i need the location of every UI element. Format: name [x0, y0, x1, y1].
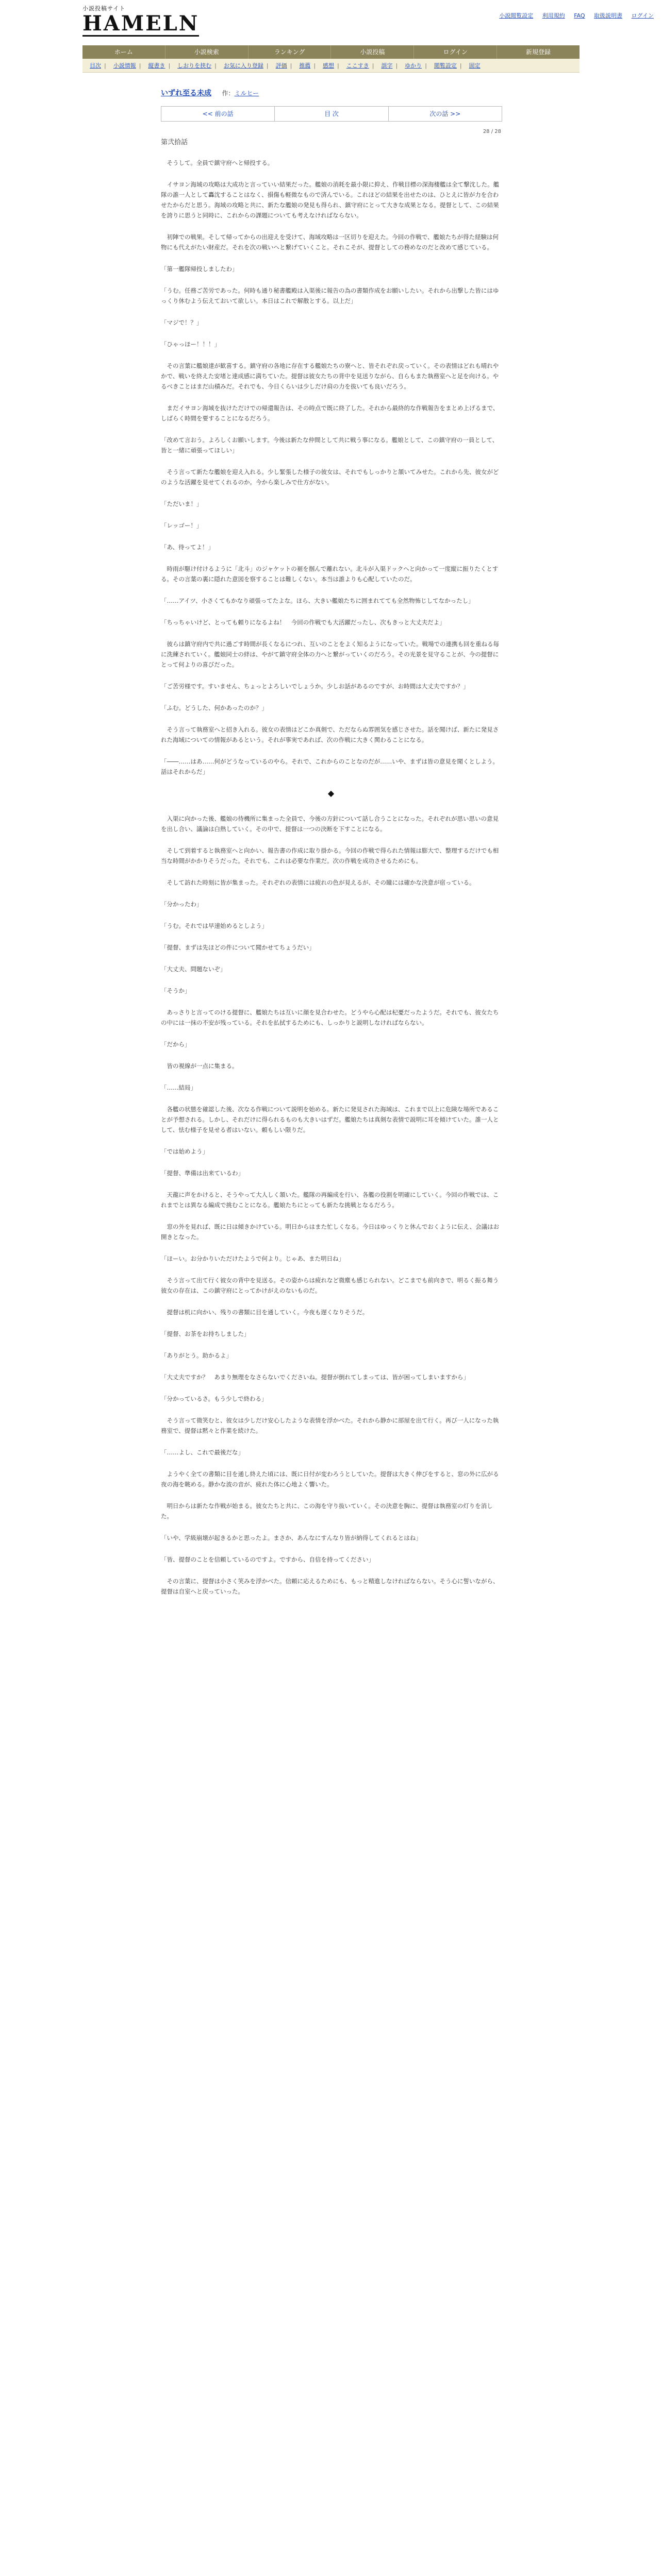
- subnav-info[interactable]: 小説情報: [113, 62, 136, 69]
- story-paragraph: そう言って新たな艦娘を迎え入れる。少し緊張した様子の彼女は、それでもしっかりと頷いてみせた。これから先、彼女がどのような活躍を見せてくれるのか。今から楽しみで仕方がない。: [161, 468, 499, 486]
- story-content: [161, 88, 501, 1608]
- story-paragraph: 彼らは鎮守府内で共に過ごす時間が長くなるにつれ、互いのことをよく知るようになっていた。戦場での連携も回を重ねる毎に洗練されていく。艦娘同士の絆は、やがて鎮守府全体の力へと繋がっていくのだろう。その光景を見守ることが、今の提督にとって何よりの喜びだった。: [161, 640, 499, 668]
- dialogue-line: 「提督、まずは先ほどの件について聞かせてちょうだい」: [161, 944, 315, 951]
- story-paragraph: 各艦の状態を確認した後、次なる作戦について説明を始める。新たに発見された海域は、これまで以上に危険な場所であることが予想される。しかし、それだけに得られるものも大きいはずだ。艦娘たちは真剣な表情で説明に耳を傾けていた。誰一人として、怯む様子を見せる者はいない。頼もしい限りだ。: [161, 1106, 499, 1133]
- subnav-pin[interactable]: 固定: [469, 62, 481, 69]
- story-paragraph: 「いや、学級崩壊が起きるかと思ったよ。まさか、あんなにすんなり皆が納得してくれるとはね」: [161, 1534, 422, 1541]
- story-paragraph: 天龍に声をかけると、そうやって大人しく頷いた。艦隊の再編成を行い、各艦の役割を明確にしていく。今回の作戦では、これまでとは異なる編成で挑むことになる。艦娘たちにとっても新たな挑戦となるだろう。: [161, 1191, 499, 1209]
- dialogue-line: 「では始めよう」: [161, 1148, 208, 1155]
- subnav-view-settings[interactable]: 閲覧設定: [434, 62, 457, 69]
- dialogue-line: 「……よし、これで最後だな」: [161, 1449, 244, 1456]
- dialogue-line: 「大丈夫、問題ないぞ」: [161, 965, 226, 973]
- story-paragraph: 「――……はあ……何がどうなっているのやら。それで、これからのことなのだが……いや、まずは皆の意見を聞くとしよう。話はそれからだ」: [161, 758, 499, 775]
- dialogue-line: 「うむ。それでは早速始めるとしよう」: [161, 922, 268, 929]
- site-header: [0, 0, 662, 46]
- story-paragraph: 初陣での戦果。そして帰ってからの出迎えを受けて、海域攻略は一区切りを迎えた。今回の作戦で、艦娘たちが得た経験は何物にも代えがたい財産だ。それを次の戦いへと繋げていくこと。それこそが、提督としての務めなのだと改めて感じている。: [161, 233, 499, 251]
- dialogue-line: 「ふむ。どうした、何かあったのか？」: [161, 704, 268, 711]
- dialogue-line: 「提督、お茶をお持ちしました」: [161, 1330, 250, 1337]
- main-nav: [82, 45, 580, 59]
- sub-nav: 目次 | 小説情報 | 縦書き | しおりを挟む | お気に入り登録 | 評価 | 推薦 | 感想 | ここすき | 誤字 | ゆかり | 閲覧設定 | 固定: [82, 59, 580, 73]
- dialogue-line: 「第一艦隊帰投しましたわ」: [161, 265, 238, 273]
- toc-link[interactable]: 目 次: [275, 107, 388, 121]
- page-count: 28 / 28: [483, 129, 501, 134]
- story-paragraph: ようやく全ての書類に目を通し終えた頃には、既に日付が変わろうとしていた。提督は大きく伸びをすると、窓の外に広がる夜の海を眺める。静かな波の音が、疲れた体に心地よく響いた。: [161, 1470, 499, 1488]
- subnav-typo[interactable]: 誤字: [381, 62, 393, 69]
- dialogue-line: 「あ、待ってよ！」: [161, 544, 214, 551]
- dialogue-line: 「レッゴー！」: [161, 522, 203, 529]
- dialogue-line: 「だから」: [161, 1041, 191, 1048]
- author-link[interactable]: ミルヒー: [234, 90, 259, 97]
- story-paragraph: そして訪れた時刻に皆が集まった。それぞれの表情には疲れの色が見えるが、その瞳には確かな決意が宿っている。: [161, 879, 475, 886]
- story-paragraph: そう言って執務室へと招き入れる。彼女の表情はどこか真剣で、ただならぬ雰囲気を感じさせた。話を聞けば、新たに発見された海域についての情報があるという。それが事実であれば、次の作戦に大きく関わることになる。: [161, 726, 499, 743]
- story-paragraph: まだイサヨン海域を抜けただけでの帰還報告は、その時点で既に終了した。それから最終的な作戦報告をまとめ上げるまで、しばらく時間を要することになるだろう。: [161, 404, 499, 422]
- next-chapter-link[interactable]: 次の話 >>: [429, 110, 461, 117]
- story-paragraph: 皆の視線が一点に集まる。: [161, 1062, 238, 1070]
- subnav-toc[interactable]: 目次: [90, 62, 101, 69]
- story-paragraph: そう言って微笑むと、彼女は少しだけ安心したような表情を浮かべた。それから静かに部屋を出て行く。再び一人になった執務室で、提督は黙々と作業を続けた。: [161, 1417, 499, 1434]
- subnav-yukari[interactable]: ゆかり: [405, 62, 422, 69]
- header-link-view-settings[interactable]: 小説閲覧設定: [499, 12, 534, 19]
- story-paragraph: 提督は机に向かい、残りの書類に目を通していく。今夜も遅くなりそうだ。: [161, 1309, 369, 1316]
- site-logo[interactable]: [82, 4, 200, 42]
- story-body: [161, 158, 501, 1597]
- story-paragraph: あっさりと言ってのける提督に、艦娘たちは互いに顔を見合わせた。どうやら心配は杞憂だったようだ。それでも、彼女たちの中には一抹の不安が残っている。それを払拭するためにも、しっかりと説明しなければならない。: [161, 1009, 499, 1026]
- subnav-bookmark[interactable]: しおりを挟む: [177, 62, 212, 69]
- story-paragraph: その言葉に、提督は小さく笑みを浮かべた。信頼に応えるためにも、もっと精進しなければならない。そう心に誓いながら、提督は自室へと戻っていった。: [161, 1578, 499, 1595]
- logo-subtitle: 小説投稿サイト: [82, 5, 126, 12]
- nav-search[interactable]: 小説検索: [166, 45, 249, 59]
- header-link-manual[interactable]: 取扱説明書: [594, 12, 623, 19]
- pager: [161, 106, 502, 122]
- dialogue-line: 「……結局」: [161, 1084, 196, 1091]
- story-paragraph: そう言って出て行く彼女の背中を見送る。その姿からは疲れなど微塵も感じられない。どこまでも前向きで、明るく振る舞う彼女の存在は、この鎮守府にとってかけがえのないものだ。: [161, 1277, 499, 1294]
- header-link-login[interactable]: ログイン: [631, 12, 654, 19]
- subnav-review[interactable]: 感想: [323, 62, 335, 69]
- story-title[interactable]: いずれ至る未成: [161, 89, 211, 97]
- dialogue-line: 「マジで！？」: [161, 319, 203, 326]
- nav-register[interactable]: 新規登録: [526, 48, 551, 56]
- dialogue-line: 「分かっているさ。もう少しで終わる」: [161, 1395, 268, 1402]
- story-paragraph: 明日からは新たな作戦が始まる。彼女たちと共に、この海を守り抜いていく。その決意を胸に、提督は執務室の灯りを消した。: [161, 1502, 493, 1520]
- story-paragraph: 「皆、提督のことを信頼しているのですよ。ですから、自信を持ってください」: [161, 1556, 374, 1563]
- story-paragraph: 「……アイツ、小さくてもかなり頑張ってたよな。ほら、大きい艦娘たちに囲まれてても全然物怖じしてなかったし」: [161, 597, 474, 604]
- author-label: 作：: [222, 90, 235, 97]
- dialogue-line: 「ただいま！」: [161, 500, 203, 507]
- nav-home[interactable]: ホーム: [82, 45, 166, 59]
- header-link-terms[interactable]: 利用規約: [542, 12, 565, 19]
- subnav-rate[interactable]: 評価: [275, 62, 287, 69]
- scene-break: ◆: [327, 788, 335, 798]
- subnav-recommend[interactable]: 推薦: [299, 62, 311, 69]
- header-links: [492, 11, 654, 20]
- story-paragraph: 「提督、準備は出来ているわ」: [161, 1170, 244, 1177]
- nav-ranking[interactable]: ランキング: [249, 45, 332, 59]
- prev-chapter-link[interactable]: << 前の話: [161, 107, 275, 121]
- dialogue-line: 「ひゃっほー！！！」: [161, 341, 220, 348]
- subnav-favorite[interactable]: お気に入り登録: [223, 62, 263, 69]
- dialogue-line: 「ありがとう。助かるよ」: [161, 1352, 232, 1359]
- story-paragraph: 「改めて言おう。よろしくお願いします。今後は新たな仲間として共に戦う事になる。艦娘として、この鎮守府の一員として、皆と一緒に頑張ってほしい」: [161, 436, 499, 454]
- header-link-faq[interactable]: FAQ: [574, 12, 585, 19]
- story-paragraph: 「大丈夫ですか？ あまり無理をなさらないでくださいね。提督が倒れてしまっては、皆が困ってしまいますから」: [161, 1374, 469, 1381]
- story-paragraph: 「ご苦労様です。すいません、ちょっとよろしいでしょうか。少しお話があるのですが、お時間は大丈夫ですか？」: [161, 683, 469, 690]
- nav-login[interactable]: ログイン: [414, 45, 497, 59]
- story-paragraph: イサヨン海域の攻略は大成功と言っていい結果だった。艦娘の消耗を最小限に抑え、作戦目標の深海棲艦は全て撃沈した。艦隊の誰一人として轟沈することはなく、損傷も軽微なもので済んでいる。これほどの結果を出せたのは、ひとえに皆が力を合わせたからだと思う。海域の攻略と共に、新たな艦娘の発見も得られ、鎮守府にとって大きな成果となる。提督として、この結果を誇りに思うと同時に、これからの課題についても考えなければならない。: [161, 181, 500, 219]
- story-paragraph: 窓の外を見れば、既に日は傾きかけている。明日からはまた忙しくなる。今日はゆっくりと休んでおくように伝え、会議はお開きとなった。: [161, 1223, 500, 1241]
- story-header: [161, 88, 501, 98]
- dialogue-line: 「分かったわ」: [161, 901, 203, 908]
- story-paragraph: 時雨が駆け付けるように「北斗」のジャケットの裾を掴んで離れない。北斗が入渠ドックへと向かって一度縦に振りたくとする。その言葉の裏に隠れた意図を察することは難しくない。本当は誰よりも心配していたのだ。: [161, 565, 499, 583]
- story-paragraph: そして到着すると執務室へと向かい、報告書の作成に取り掛かる。今回の作戦で得られた情報は膨大で、整理するだけでも相当な時間がかかりそうだった。それでも、これは必要な作業だ。次の作戦を成功させるためにも。: [161, 847, 499, 865]
- story-paragraph: その言葉に艦娘達が歓喜する。鎮守府の各地に存在する艦娘たちの寮へと、皆それぞれ戻っていく。その表情はどれも晴れやかで、戦いを終えた安堵と達成感に満ちていた。提督は彼女たちの背中を見送りながら、自らもまた執務室へと足を向ける。やるべきことはまだ山積みだ。それでも、今日くらいは少しだけ肩の力を抜いても良いだろう。: [161, 362, 499, 390]
- story-paragraph: 「うむ。任務ご苦労であった。何時も通り秘書艦殿は入渠後に報告の為の書類作成をお願いしたい。それから出撃した皆にはゆっくり休むよう伝えておいて欲しい。本日はこれで解散とする。以上だ」: [161, 287, 499, 304]
- subnav-vertical[interactable]: 縦書き: [148, 62, 166, 69]
- logo-title: HAMELN: [82, 11, 200, 36]
- nav-post[interactable]: 小説投稿: [331, 45, 414, 59]
- subnav-likes[interactable]: ここすき: [346, 62, 369, 69]
- story-paragraph: そうして。全員で鎮守府へと帰投する。: [161, 159, 274, 166]
- chapter-title: 第弐拾話: [161, 139, 188, 146]
- story-paragraph: 「ちっちゃいけど、とっても頼りになるよね！ 今回の作戦でも大活躍だったし、次もきっと大丈夫だよ」: [161, 619, 445, 626]
- dialogue-line: 「そうか」: [161, 987, 191, 994]
- story-paragraph: 入渠に向かった後、艦娘の待機所に集まった全員で、今後の方針について話し合うことになった。それぞれが思い思いの意見を出し合い、議論は白熱していく。その中で、提督は一つの決断を下すことになる。: [161, 815, 499, 833]
- dialogue-line: 「ほーい。お分かりいただけたようで何より。じゃあ、また明日ね」: [161, 1255, 345, 1262]
